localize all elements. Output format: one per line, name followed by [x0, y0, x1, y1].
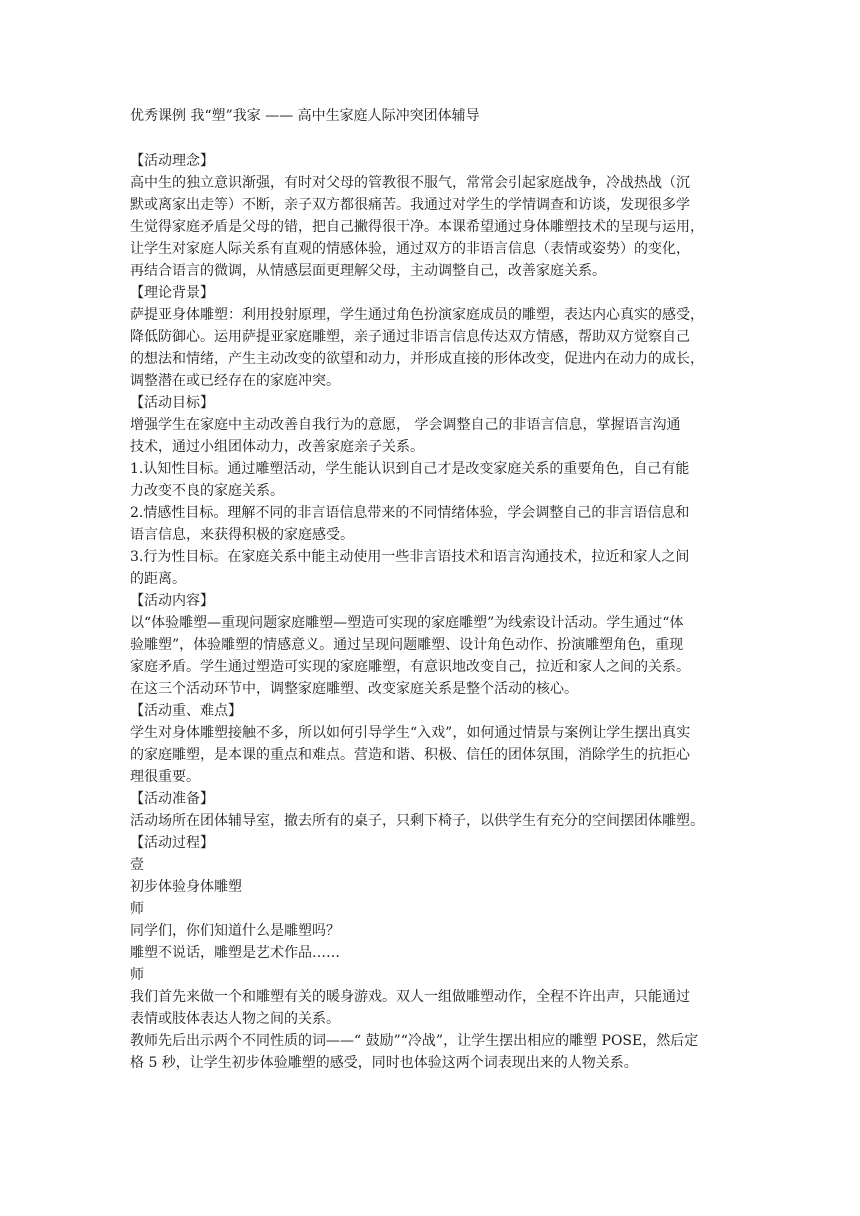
text-line: 以“体验雕塑—重现问题家庭雕塑—塑造可实现的家庭雕塑”为线索设计活动。学生通过“体: [130, 615, 684, 631]
text-line: 生觉得家庭矛盾是父母的错，把自己撇得很干净。本课希望通过身体雕塑技术的呈现与运用，: [130, 219, 704, 235]
paragraph: [130, 612, 730, 700]
section-heading: 【活动内容】: [130, 593, 214, 609]
section-heading: 【活动理念】: [130, 153, 214, 169]
text-line: 让学生对家庭人际关系有直观的情感体验，通过双方的非语言信息（表情或姿势）的变化，: [130, 241, 690, 257]
text-line: 3.行为性目标。在家庭关系中能主动使用一些非言语技术和语言沟通技术，拉近和家人之间: [130, 549, 690, 565]
text-line: 验雕塑”，体验雕塑的情感意义。通过呈现问题雕塑、设计角色动作、扮演雕塑角色，重现: [130, 637, 684, 653]
text-line: 家庭矛盾。学生通过塑造可实现的家庭雕塑，有意识地改变自己，拉近和家人之间的关系。: [130, 659, 690, 675]
text-line: 2.情感性目标。理解不同的非言语信息带来的不同情绪体验，学会调整自己的非言语信息和: [130, 505, 690, 521]
text-line: 同学们，你们知道什么是雕塑吗？: [130, 923, 340, 939]
text-line: 再结合语言的微调，从情感层面更理解父母，主动调整自己，改善家庭关系。: [130, 263, 606, 279]
text-line: 活动场所在团体辅导室，撤去所有的桌子，只剩下椅子，以供学生有充分的空间摆团体雕塑。: [130, 813, 704, 829]
text-line: 壹: [130, 857, 144, 873]
text-line: 力改变不良的家庭关系。: [130, 483, 284, 499]
paragraph: [130, 304, 730, 392]
text-line: 表情或肢体表达人物之间的关系。: [130, 1011, 340, 1027]
text-line: 在这三个活动环节中，调整家庭雕塑、改变家庭关系是整个活动的核心。: [130, 681, 578, 697]
text-line: 增强学生在家庭中主动改善自我行为的意愿， 学会调整自己的非语言信息，掌握语言沟通: [130, 417, 681, 433]
paragraph: [130, 810, 730, 832]
paragraph: [130, 722, 730, 788]
section-heading: 【理论背景】: [130, 285, 214, 301]
text-line: 技术，通过小组团体动力，改善家庭亲子关系。: [130, 439, 424, 455]
paragraph: [130, 172, 730, 282]
text-line: 师: [130, 967, 144, 983]
document-body: [130, 150, 730, 1074]
text-line: 高中生的独立意识渐强，有时对父母的管教很不服气，常常会引起家庭战争，冷战热战（沉: [130, 175, 690, 191]
document-title: 优秀课例 我“塑”我家 —— 高中生家庭人际冲突团体辅导: [130, 108, 480, 124]
text-line: 语言信息，来获得积极的家庭感受。: [130, 527, 354, 543]
paragraph: [130, 414, 730, 590]
text-line: 学生对身体雕塑接触不多，所以如何引导学生“入戏”，如何通过情景与案例让学生摆出真实: [130, 725, 691, 741]
section-heading: 【活动目标】: [130, 395, 214, 411]
text-line: 我们首先来做一个和雕塑有关的暖身游戏。双人一组做雕塑动作，全程不许出声，只能通过: [130, 989, 690, 1005]
section-heading: 【活动准备】: [130, 791, 214, 807]
paragraph: [130, 854, 730, 1074]
text-line: 的想法和情绪，产生主动改变的欲望和动力，并形成直接的形体改变，促进内在动力的成长，: [130, 351, 704, 367]
text-line: 雕塑不说话，雕塑是艺术作品……: [130, 945, 340, 961]
section-heading: 【活动过程】: [130, 835, 214, 851]
text-line: 降低防御心。运用萨提亚家庭雕塑，亲子通过非语言信息传达双方情感，帮助双方觉察自己: [130, 329, 690, 345]
text-line: 理很重要。: [130, 769, 200, 785]
text-line: 师: [130, 901, 144, 917]
text-line: 格 5 秒，让学生初步体验雕塑的感受，同时也体验这两个词表现出来的人物关系。: [130, 1055, 638, 1071]
text-line: 默或离家出走等）不断，亲子双方都很痛苦。我通过对学生的学情调查和访谈，发现很多学: [130, 197, 690, 213]
text-line: 1.认知性目标。通过雕塑活动，学生能认识到自己才是改变家庭关系的重要角色，自己有能: [130, 461, 690, 477]
text-line: 调整潜在或已经存在的家庭冲突。: [130, 373, 340, 389]
text-line: 的距离。: [130, 571, 186, 587]
text-line: 教师先后出示两个不同性质的词——“ 鼓励”“冷战”，让学生摆出相应的雕塑 POSE，然后定: [130, 1033, 699, 1049]
text-line: 萨提亚身体雕塑：利用投射原理，学生通过角色扮演家庭成员的雕塑，表达内心真实的感受，: [130, 307, 704, 323]
text-line: 的家庭雕塑，是本课的重点和难点。营造和谐、积极、信任的团体氛围，消除学生的抗拒心: [130, 747, 690, 763]
section-heading: 【活动重、难点】: [130, 703, 242, 719]
text-line: 初步体验身体雕塑: [130, 879, 242, 895]
